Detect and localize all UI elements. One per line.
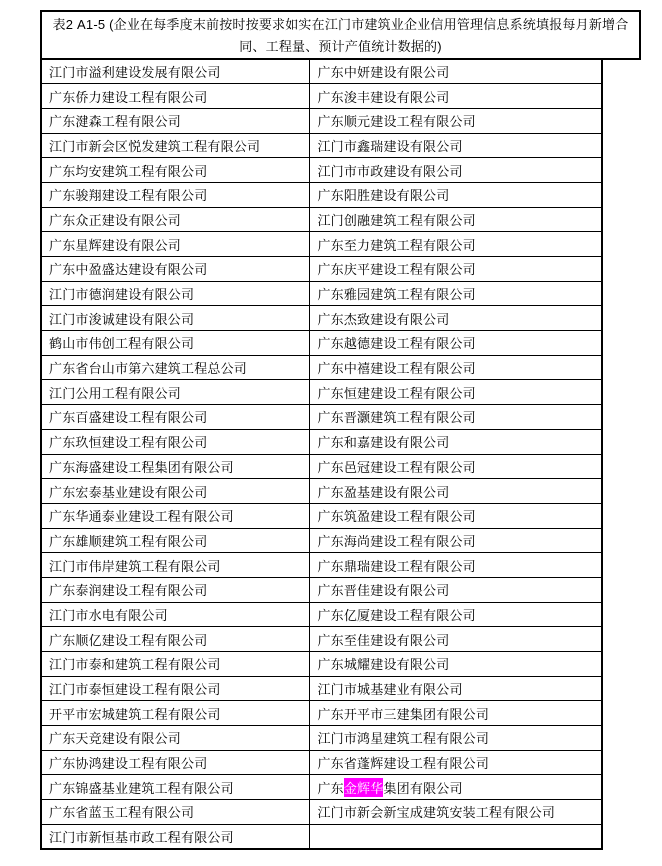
company-cell: 广东城耀建设有限公司 [310,652,602,677]
company-cell: 广东省台山市第六建筑工程总公司 [41,355,310,380]
company-cell: 广东湕森工程有限公司 [41,108,310,133]
company-cell: 广东骏翔建设工程有限公司 [41,182,310,207]
company-cell: 广东至佳建设有限公司 [310,627,602,652]
company-cell: 江门市新会新宝成建筑安装工程有限公司 [310,800,602,825]
company-cell: 广东省蓬辉建设工程有限公司 [310,750,602,775]
company-cell: 广东越德建设工程有限公司 [310,331,602,356]
company-cell: 广东杰致建设有限公司 [310,306,602,331]
cell-text: 集团有限公司 [383,780,463,796]
company-cell: 广东星辉建设有限公司 [41,232,310,257]
table-row [41,824,602,849]
table-row [41,281,602,306]
company-cell: 鹤山市伟创工程有限公司 [41,331,310,356]
table-row [41,84,602,109]
company-cell: 江门市鸿星建筑工程有限公司 [310,726,602,751]
company-cell: 江门市泰和建筑工程有限公司 [41,652,310,677]
company-cell: 江门市泰恒建设工程有限公司 [41,676,310,701]
table-row [41,133,602,158]
company-cell: 江门市伟岸建筑工程有限公司 [41,553,310,578]
table-row [41,701,602,726]
company-cell [310,775,602,800]
company-cell: 广东晋佳建设有限公司 [310,577,602,602]
table-title-line-1: 表2 A1-5 (企业在每季度末前按时按要求如实在江门市建筑业企业信用管理信息系统填报每月新增合 [52,17,629,32]
company-cell: 广东晋灏建筑工程有限公司 [310,405,602,430]
table-row [41,232,602,257]
table-row [41,775,602,800]
company-cell: 广东百盛建设工程有限公司 [41,405,310,430]
company-cell: 广东海盛建设工程集团有限公司 [41,454,310,479]
table-row [41,429,602,454]
company-cell: 广东浚丰建设有限公司 [310,84,602,109]
table-row [41,306,602,331]
company-cell: 广东协鸿建设工程有限公司 [41,750,310,775]
table-row [41,454,602,479]
company-cell: 广东众正建设有限公司 [41,207,310,232]
company-cell: 广东顺元建设工程有限公司 [310,108,602,133]
table-row [41,182,602,207]
table-row [41,257,602,282]
company-cell: 广东和嘉建设有限公司 [310,429,602,454]
company-cell: 广东亿厦建设工程有限公司 [310,602,602,627]
table-row [41,108,602,133]
company-cell: 广东开平市三建集团有限公司 [310,701,602,726]
table-row [41,602,602,627]
table-row [41,676,602,701]
company-cell [310,824,602,849]
table-row [41,652,602,677]
table-row [41,726,602,751]
company-cell: 广东天竞建设有限公司 [41,726,310,751]
table-row [41,207,602,232]
company-cell: 广东宏泰基业建设有限公司 [41,479,310,504]
company-cell: 江门市水电有限公司 [41,602,310,627]
company-cell: 广东华通泰业建设工程有限公司 [41,503,310,528]
table-row [41,627,602,652]
company-cell: 广东侨力建设工程有限公司 [41,84,310,109]
company-cell: 广东中禧建设工程有限公司 [310,355,602,380]
company-cell: 江门市德润建设有限公司 [41,281,310,306]
company-cell: 广东海尚建设工程有限公司 [310,528,602,553]
table-title-line-2: 同、工程量、预计产值统计数据的) [239,38,442,54]
table-row [41,528,602,553]
company-cell: 广东泰润建设工程有限公司 [41,577,310,602]
table-row [41,800,602,825]
company-cell: 江门市新恒基市政工程有限公司 [41,824,310,849]
table-row [41,750,602,775]
company-cell: 广东邑冠建设工程有限公司 [310,454,602,479]
company-cell: 广东阳胜建设有限公司 [310,182,602,207]
company-table-body [41,59,602,849]
company-cell: 开平市宏城建筑工程有限公司 [41,701,310,726]
company-cell: 广东锦盛基业建筑工程有限公司 [41,775,310,800]
company-cell: 江门公用工程有限公司 [41,380,310,405]
table-row [41,479,602,504]
company-cell: 广东玖恒建设工程有限公司 [41,429,310,454]
table-row [41,553,602,578]
cell-text: 广东 [317,780,344,796]
table-row [41,59,602,84]
table-row [41,331,602,356]
table-row [41,405,602,430]
company-cell: 广东鼎瑞建设工程有限公司 [310,553,602,578]
company-cell: 江门创融建筑工程有限公司 [310,207,602,232]
company-cell: 江门市溢利建设发展有限公司 [41,59,310,84]
company-cell: 广东均安建筑工程有限公司 [41,158,310,183]
company-cell: 江门市城基建业有限公司 [310,676,602,701]
company-cell: 广东中妍建设有限公司 [310,59,602,84]
company-cell: 广东雄顺建筑工程有限公司 [41,528,310,553]
company-cell: 江门市市政建设有限公司 [310,158,602,183]
table-row [41,380,602,405]
company-cell: 江门市鑫瑞建设有限公司 [310,133,602,158]
company-cell: 广东庆平建设工程有限公司 [310,257,602,282]
company-cell: 广东盈基建设有限公司 [310,479,602,504]
company-cell: 江门市浚诚建设有限公司 [41,306,310,331]
company-cell: 广东筑盈建设工程有限公司 [310,503,602,528]
table-row [41,503,602,528]
company-cell: 江门市新会区悦发建筑工程有限公司 [41,133,310,158]
table-row [41,355,602,380]
table-row [41,577,602,602]
company-cell: 广东至力建筑工程有限公司 [310,232,602,257]
highlighted-text: 金辉华 [344,778,384,797]
table-title-box [40,10,641,60]
company-table [40,58,603,850]
company-cell: 广东顺亿建设工程有限公司 [41,627,310,652]
company-cell: 广东雅园建筑工程有限公司 [310,281,602,306]
company-cell: 广东中盈盛达建设有限公司 [41,257,310,282]
company-cell: 广东省蓝玉工程有限公司 [41,800,310,825]
table-row [41,158,602,183]
company-cell: 广东恒建建设工程有限公司 [310,380,602,405]
